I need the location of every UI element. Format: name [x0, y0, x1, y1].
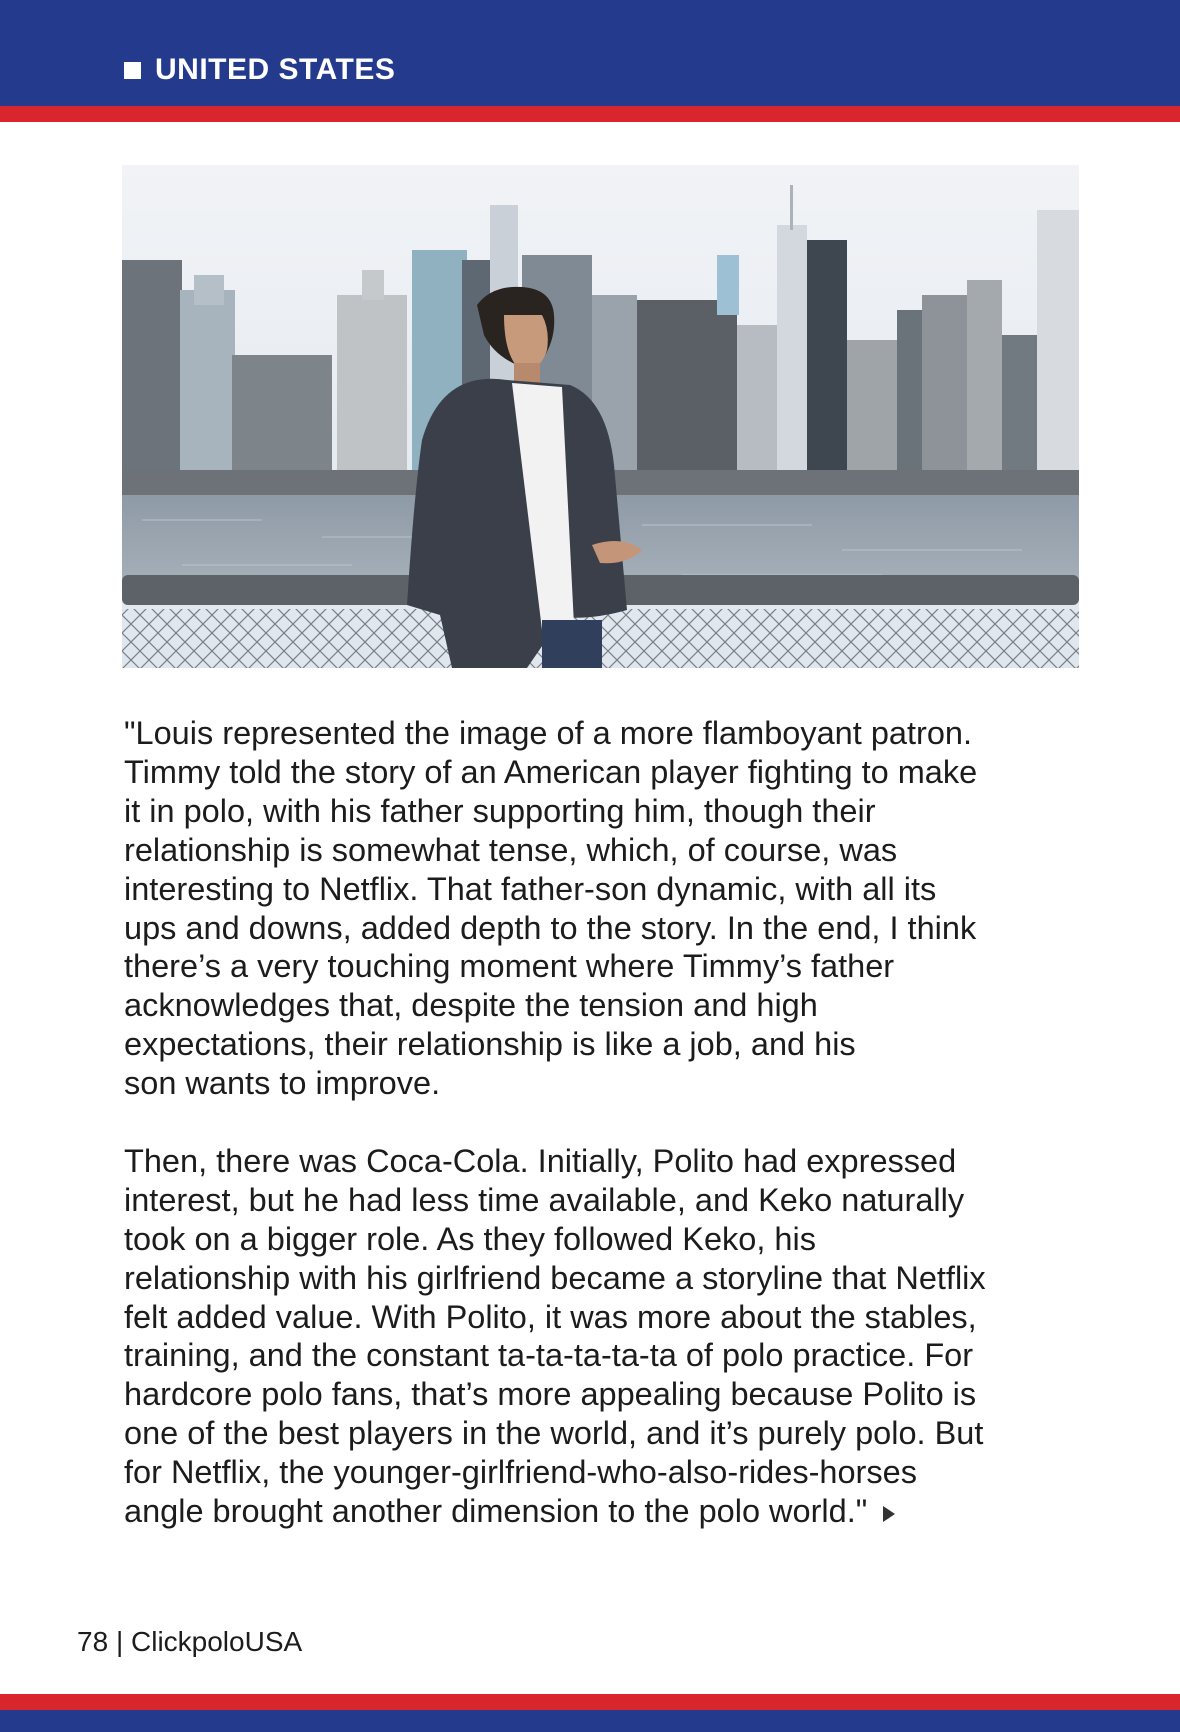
paragraph-2	[124, 1142, 1084, 1531]
article-body	[124, 714, 1084, 1531]
footer-band	[0, 1710, 1180, 1732]
page-footer	[77, 1626, 302, 1658]
article-photo	[122, 165, 1079, 668]
section-label	[124, 52, 395, 88]
section-title: UNITED STATES	[155, 53, 396, 86]
paragraph-1: "Louis represented the image of a more flamboyant patron. Timmy told the story of an American player fighting to make it in polo, with his father supporting him, though their relationship is somewhat tense, which, of course, was interesting to Netflix. That father-son dynamic, with all its ups and downs, added depth to the story. In the end, I think there’s a very touching moment where Timmy’s father acknowledges that, despite the tension and high expectations, their relationship is like a job, and his son wants to improve.	[124, 715, 978, 1102]
publication-name: ClickpoloUSA	[131, 1626, 303, 1657]
footer-red-stripe	[0, 1694, 1180, 1710]
page-number: 78	[77, 1626, 109, 1657]
header-red-stripe	[0, 106, 1180, 122]
square-icon	[124, 62, 141, 79]
paragraph-2-text: Then, there was Coca-Cola. Initially, Polito had expressed interest, but he had less time available, and Keko naturally took on a bigger role. As they followed Keko, his relationship with his girlfriend became a storyline that Netflix felt added value. With Polito, it was more about the stables, training, and the constant ta-ta-ta-ta-ta of polo practice. For hardcore polo fans, that’s more appealing because Polito is one of the best players in the world, and it’s purely polo. But for Netflix, the younger-girlfriend-who-also-rides-horses angle brought another dimension to the polo world."	[124, 1142, 986, 1530]
footer-separator: |	[115, 1626, 124, 1657]
triangle-right-icon	[883, 1506, 895, 1522]
